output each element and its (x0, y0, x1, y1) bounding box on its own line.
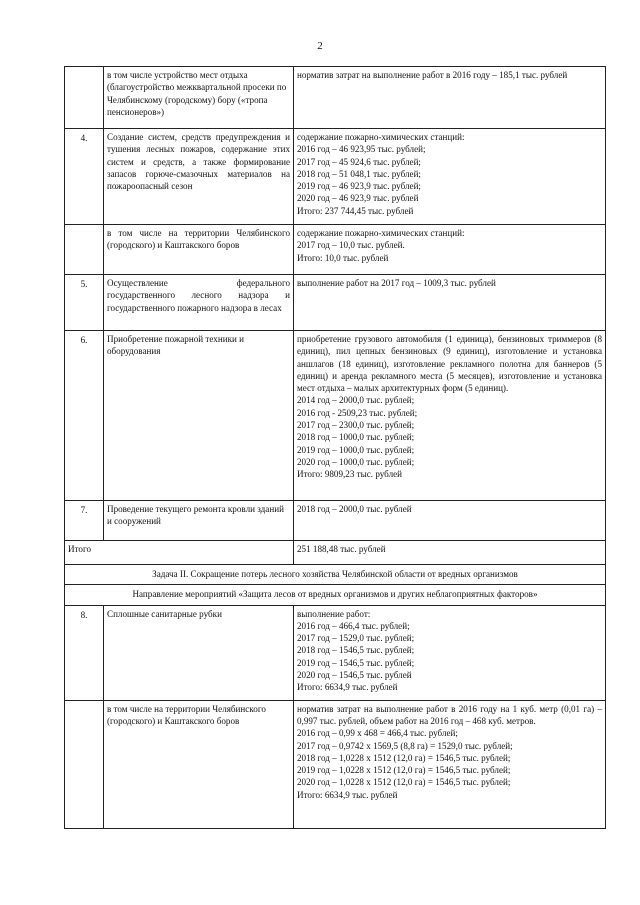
detail-line: содержание пожарно-химических станций: (297, 132, 465, 142)
detail-line: 2016 год – 46 923,95 тыс. рублей; (297, 144, 426, 155)
detail-line: 2014 год – 2000,0 тыс. рублей; (297, 395, 415, 406)
detail-line: 2018 год – 51 048,1 тыс. рублей; (297, 168, 421, 179)
detail-line: 2020 год – 46 923,9 тыс. рублей (297, 193, 419, 204)
details-cell (294, 225, 606, 275)
detail-intro: приобретение грузового автомобиля (1 единица), бензиновых триммеров (8 единиц), пил цепных бензиновых (9 единиц), изготовление и установка аншлагов (18 единиц), изготовление рекламного полотна для баннеров (5 единиц) и аренда рекламного места (5 месяцев), изготовление и установка мест отдыха – малых архитектурных форм (5 единиц). (297, 334, 602, 394)
table-row (65, 331, 606, 501)
row-number (65, 225, 104, 275)
detail-line: 2020 год – 1546,5 тыс. рублей (297, 670, 412, 681)
detail-line: 2019 год – 46 923,9 тыс. рублей; (297, 181, 421, 192)
detail-line: Итого: 6634,9 тыс. рублей (297, 789, 398, 800)
detail-line: Итого: 6634,9 тыс. рублей (297, 682, 398, 693)
program-activities-table (64, 66, 606, 829)
row-number: 4. (65, 129, 104, 225)
detail-line: содержание пожарно-химических станций: (297, 228, 465, 238)
detail-line: 2018 год – 1546,5 тыс. рублей; (297, 645, 415, 656)
detail-line: 2017 год – 2300,0 тыс. рублей; (297, 420, 415, 431)
detail-intro: норматив затрат на выполнение работ в 2016 году на 1 куб. метр (0,01 га) – 0,997 тыс. рублей, объем работ на 2016 год – 468 куб. метров. (297, 703, 602, 726)
page-number: 2 (317, 40, 323, 52)
section-header-row (65, 585, 606, 605)
table-row (65, 501, 606, 541)
details-cell (294, 275, 606, 331)
activity-cell: в том числе на территории Челябинского (городского) и Каштакского боров (104, 700, 294, 828)
detail-line: 2018 год – 2000,0 тыс. рублей (297, 504, 412, 514)
activity-cell: Проведение текущего ремонта кровли зданий и сооружений (104, 501, 294, 541)
detail-line: Итого: 10,0 тыс. рублей (297, 252, 389, 263)
activity-cell: в том числе устройство мест отдыха (благоустройство межквартальной просеки по Челябинскому (городскому) бору («тропа пенсионеров») (104, 67, 294, 129)
activity-cell: Создание систем, средств предупреждения и тушения лесных пожаров, содержание этих систем и средств, а также формирование запасов горюче-смазочных материалов на пожароопасный сезон (104, 129, 294, 225)
detail-line: 2017 год – 1529,0 тыс. рублей; (297, 633, 415, 644)
activity-cell: в том числе на территории Челябинского (городского) и Каштакского боров (104, 225, 294, 275)
detail-line: Итого: 237 744,45 тыс. рублей (297, 205, 414, 216)
detail-line: 2020 год – 1,0228 х 1512 (12,0 га) = 1546,5 тыс. рублей; (297, 777, 511, 788)
total-label: Итого (65, 541, 294, 565)
details-cell (294, 501, 606, 541)
activity-cell: Сплошные санитарные рубки (104, 605, 294, 700)
detail-line: Итого: 9809,23 тыс. рублей (297, 469, 403, 480)
details-cell (294, 67, 606, 129)
row-number (65, 67, 104, 129)
detail-line: выполнение работ на 2017 год – 1009,3 тыс. рублей (297, 278, 496, 288)
details-cell (294, 129, 606, 225)
detail-line: 2016 год – 0,99 х 468 = 466,4 тыс. рублей; (297, 728, 458, 739)
section-header-row (65, 565, 606, 585)
details-cell (294, 700, 606, 828)
activity-cell: Приобретение пожарной техники и оборудования (104, 331, 294, 501)
total-value: 251 188,48 тыс. рублей (294, 541, 606, 565)
table-row (65, 225, 606, 275)
details-cell (294, 605, 606, 700)
table-row (65, 129, 606, 225)
detail-line: 2017 год – 45 924,6 тыс. рублей; (297, 156, 421, 167)
table-row (65, 700, 606, 828)
row-number (65, 700, 104, 828)
table-row (65, 275, 606, 331)
direction-header: Направление мероприятий «Защита лесов от вредных организмов и других неблагоприятных факторов» (65, 585, 606, 605)
row-number: 7. (65, 501, 104, 541)
activity-cell: Осуществление федерального государственного лесного надзора и государственного пожарного надзора в лесах (104, 275, 294, 331)
row-number: 5. (65, 275, 104, 331)
detail-line: норматив затрат на выполнение работ в 2016 году – 185,1 тыс. рублей (297, 70, 568, 80)
detail-line: 2016 год – 466,4 тыс. рублей; (297, 620, 410, 631)
task-header: Задача II. Сокращение потерь лесного хозяйства Челябинской области от вредных организмов (65, 565, 606, 585)
detail-line: выполнение работ: (297, 608, 371, 619)
detail-line: 2018 год – 1,0228 х 1512 (12,0 га) = 1546,5 тыс. рублей; (297, 752, 511, 763)
detail-line: 2019 год – 1546,5 тыс. рублей; (297, 657, 415, 668)
detail-line: 2017 год – 10,0 тыс. рублей. (297, 240, 405, 251)
detail-line: 2019 год – 1,0228 х 1512 (12,0 га) = 1546,5 тыс. рублей; (297, 765, 511, 776)
detail-line: 2016 год - 2509,23 тыс. рублей; (297, 407, 418, 418)
detail-line: 2020 год – 1000,0 тыс. рублей; (297, 456, 415, 467)
detail-line: 2019 год – 1000,0 тыс. рублей; (297, 444, 415, 455)
detail-line: 2017 год – 0,9742 х 1569,5 (8,8 га) = 1529,0 тыс. рублей; (297, 740, 513, 751)
row-number: 6. (65, 331, 104, 501)
row-number: 8. (65, 605, 104, 700)
total-row (65, 541, 606, 565)
details-cell (294, 331, 606, 501)
table-row (65, 605, 606, 700)
detail-line: 2018 год – 1000,0 тыс. рублей; (297, 432, 415, 443)
table-row (65, 67, 606, 129)
